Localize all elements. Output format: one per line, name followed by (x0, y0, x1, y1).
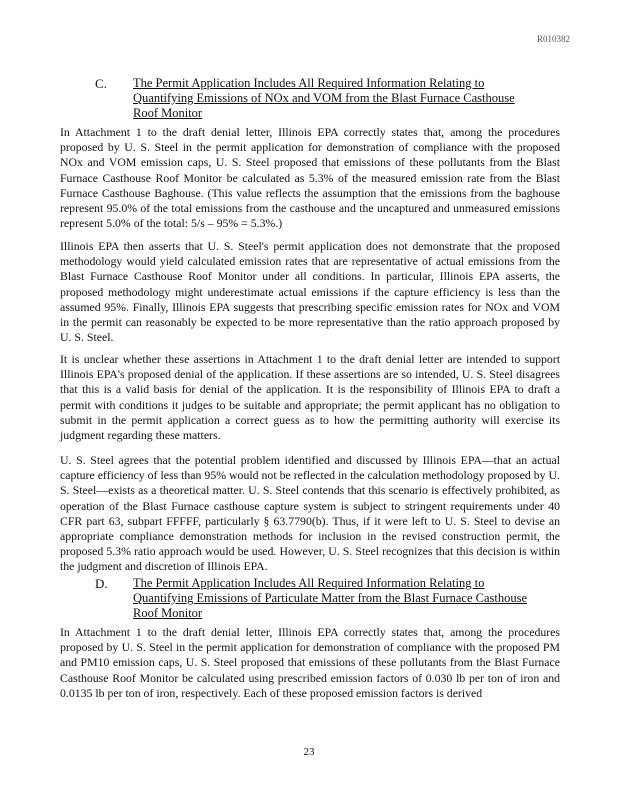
paragraph: It is unclear whether these assertions in Attachment 1 to the draft denial letter are intended to support Illinois EPA's proposed denial of the application. If these assertions are so intended, U. S. Steel disagrees that this is a valid basis for denial of the application. It is the responsibility of Illinois EPA to draft a permit with conditions it judges to be suitable and appropriate; the permit applicant has no obligation to submit in the permit application a correct guess as to how the permitting authority will exercise its judgment regarding these matters. (60, 352, 560, 443)
paragraph: Illinois EPA then asserts that U. S. Steel's permit application does not demonstrate that the proposed methodology would yield calculated emission rates that are representative of actual emissions from the Blast Furnace Casthouse Roof Monitor under all conditions. In particular, Illinois EPA asserts, the proposed methodology might underestimate actual emissions if the capture efficiency is less than the assumed 95%. Finally, Illinois EPA suggests that prescribing specific emission rates for NOx and VOM in the permit can reasonably be expected to be more representative than the ratio approach proposed by U. S. Steel. (60, 239, 560, 345)
section-title: The Permit Application Includes All Required Information Relating to Quantifying Emissions of Particulate Matter from the Blast Furnace Casthouse Roof Monitor (133, 576, 528, 620)
paragraph: In Attachment 1 to the draft denial letter, Illinois EPA correctly states that, among the procedures proposed by U. S. Steel in the permit application for demonstration of compliance with the proposed PM and PM10 emission caps, U. S. Steel proposed that emissions of these pollutants from the Blast Furnace Casthouse Roof Monitor be calculated using prescribed emission factors of 0.030 lb per ton of iron and 0.0135 lb per ton of iron, respectively. Each of these proposed emission factors is derived (60, 625, 560, 700)
section-letter: C. (95, 76, 107, 91)
paragraph: U. S. Steel agrees that the potential problem identified and discussed by Illinois EPA—that an actual capture efficiency of less than 95% would not be reflected in the calculation methodology proposed by U. S. Steel—exists as a theoretical matter. U. S. Steel contends that this scenario is effectively prohibited, as operation of the Blast Furnace casthouse capture system is subject to stringent requirements under 40 CFR part 63, subpart FFFFF, particularly § 63.7790(b). Thus, if it were left to U. S. Steel to devise an appropriate compliance demonstration methods for inclusion in the revised construction permit, the proposed 5.3% ratio approach would be used. However, U. S. Steel recognizes that this decision is within the judgment and discretion of Illinois EPA. (60, 453, 560, 574)
section-letter: D. (95, 576, 108, 591)
page-number: 23 (303, 746, 315, 758)
page-id: R010382 (536, 34, 570, 44)
paragraph: In Attachment 1 to the draft denial letter, Illinois EPA correctly states that, among the procedures proposed by U. S. Steel in the permit application for demonstration of compliance with the proposed NOx and VOM emission caps, U. S. Steel proposed that emissions of these pollutants from the Blast Furnace Casthouse Roof Monitor be calculated as 5.3% of the measured emission rate from the Blast Furnace Casthouse Baghouse. (This value reflects the assumption that the emissions from the baghouse represent 95.0% of the total emissions from the casthouse and the uncaptured and unmeasured emissions represent 5.0% of the total: 5/s – 95% = 5.3%.) (60, 125, 560, 231)
section-title: The Permit Application Includes All Required Information Relating to Quantifying Emissions of NOx and VOM from the Blast Furnace Casthouse Roof Monitor (133, 76, 515, 120)
